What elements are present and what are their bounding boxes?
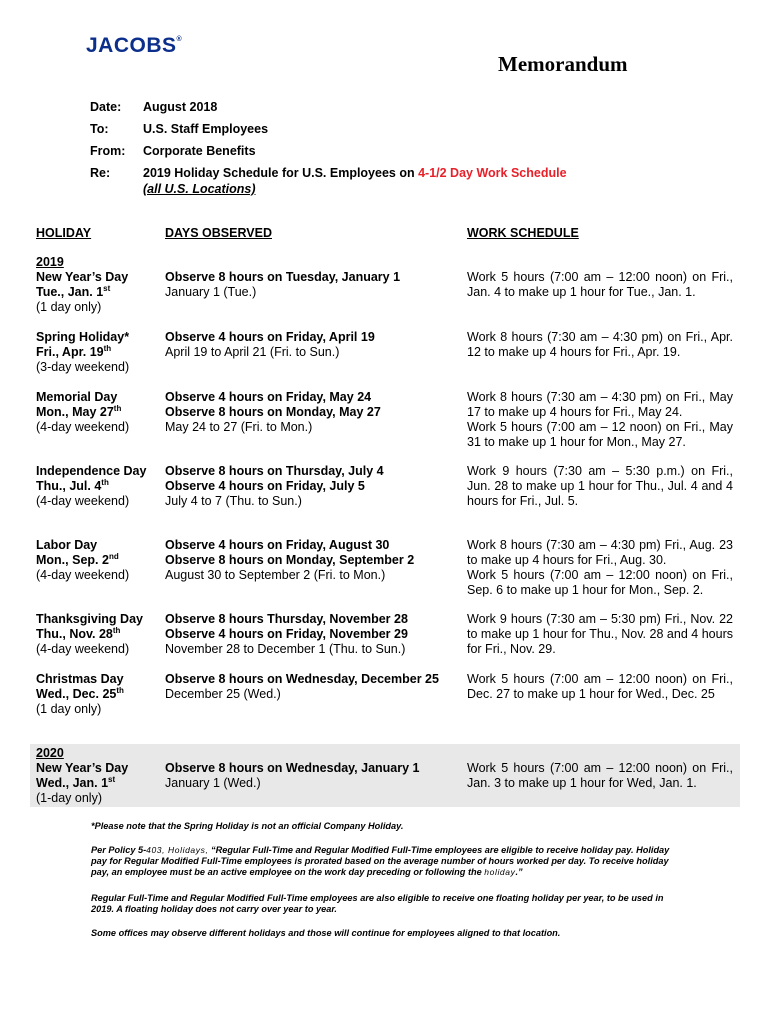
work-schedule: Work 8 hours (7:30 am – 4:30 pm) on Fri., Apr. 12 to make up 4 hours for Fri., Apr. 19. (467, 330, 733, 359)
holiday-note: (1-day only) (36, 791, 102, 805)
observe-line: Observe 8 hours on Wednesday, January 1 (165, 761, 420, 775)
observe-line: Observe 4 hours on Friday, July 5 (165, 479, 365, 493)
work-schedule: Work 5 hours (7:00 am – 12:00 noon) on Fri., Jan. 4 to make up 1 hour for Tue., Jan. 1. (467, 270, 733, 299)
observe-line: Observe 8 hours Thursday, November 28 (165, 612, 408, 626)
year-2020: 2020 (36, 746, 64, 760)
observe-range: January 1 (Wed.) (165, 776, 261, 790)
work-schedule: Work 5 hours (7:00 am – 12:00 noon) on Fri., Sep. 6 to make up 1 hour for Mon., Sep. 2. (467, 568, 733, 597)
holiday-name: Thanksgiving Day (36, 612, 143, 626)
holiday-date: Wed., Dec. 25th (36, 685, 124, 701)
holiday-name: New Year’s Day (36, 761, 129, 775)
holiday-date: Thu., Jul. 4th (36, 477, 109, 493)
holiday-name: Independence Day (36, 464, 147, 478)
holiday-note: (1 day only) (36, 300, 102, 314)
work-schedule: Work 5 hours (7:00 am – 12 noon) on Fri., May 31 to make up 1 hour for Mon., May 27. (467, 420, 733, 449)
holiday-name: Labor Day (36, 538, 98, 552)
observe-line: Observe 8 hours on Thursday, July 4 (165, 464, 384, 478)
observe-range: November 28 to December 1 (Thu. to Sun.) (165, 642, 406, 656)
column-days-observed: DAYS OBSERVED (165, 226, 272, 240)
note-policy: Per Policy 5-403, Holidays, “Regular Full-Time and Regular Modified Full-Time employees are eligible to receive holiday pay. Holiday pay for Regular Modified Full-Time employees is prorated based on the average number of hours worked per day. To receive holiday pay, an employee must be an active employee on the work day preceding or following the holiday.” (91, 845, 670, 877)
holiday-date: Mon., Sep. 2nd (36, 551, 119, 567)
observe-line: Observe 4 hours on Friday, May 24 (165, 390, 372, 404)
work-schedule: Work 9 hours (7:30 am – 5:30 pm) Fri., Nov. 22 to make up 1 hour for Thu., Nov. 28 and 4 hours for Fri., Nov. 29. (467, 612, 733, 656)
work-schedule: Work 9 hours (7:30 am – 5:30 p.m.) on Fri., Jun. 28 to make up 1 hour for Thu., Jul. 4 and 4 hours for Fri., Jul. 5. (467, 464, 733, 508)
observe-range: July 4 to 7 (Thu. to Sun.) (165, 494, 302, 508)
observe-range: April 19 to April 21 (Fri. to Sun.) (165, 345, 340, 359)
observe-line: Observe 8 hours on Monday, September 2 (165, 553, 415, 567)
observe-line: Observe 4 hours on Friday, April 19 (165, 330, 375, 344)
re-highlight: 4-1/2 Day Work Schedule (418, 166, 567, 180)
observe-line: Observe 4 hours on Friday, August 30 (165, 538, 390, 552)
column-holiday: HOLIDAY (36, 226, 92, 240)
note-spring-holiday: *Please note that the Spring Holiday is not an official Company Holiday. (91, 821, 404, 831)
note-floating-holiday: Regular Full-Time and Regular Modified Full-Time employees are also eligible to receive one floating holiday per year, to be used in 2019. A floating holiday does not carry over year to year. (91, 893, 664, 914)
holiday-note: (4-day weekend) (36, 568, 130, 582)
observe-line: Observe 8 hours on Wednesday, December 25 (165, 672, 439, 686)
holiday-date: Thu., Nov. 28th (36, 625, 121, 641)
note-offices: Some offices may observe different holidays and those will continue for employees aligned to that location. (91, 928, 561, 938)
observe-range: January 1 (Tue.) (165, 285, 257, 299)
year-2019: 2019 (36, 255, 64, 269)
jacobs-logo: JACOBS® (86, 34, 183, 57)
observe-line: Observe 4 hours on Friday, November 29 (165, 627, 408, 641)
holiday-date: Fri., Apr. 19th (36, 343, 112, 359)
observe-range: May 24 to 27 (Fri. to Mon.) (165, 420, 313, 434)
holiday-note: (4-day weekend) (36, 420, 130, 434)
work-schedule: Work 8 hours (7:30 am – 4:30 pm) Fri., Aug. 23 to make up 4 hours for Fri., Aug. 30. (467, 538, 733, 567)
holiday-note: (4-day weekend) (36, 494, 130, 508)
work-schedule: Work 5 hours (7:00 am – 12:00 noon) on Fri., Dec. 27 to make up 1 hour for Wed., Dec. 25 (467, 672, 733, 701)
observe-line: Observe 8 hours on Monday, May 27 (165, 405, 381, 419)
memo-title: Memorandum (498, 52, 628, 76)
holiday-date: Wed., Jan. 1st (36, 774, 116, 790)
holiday-name: Spring Holiday* (36, 330, 130, 344)
holiday-note: (1 day only) (36, 702, 102, 716)
observe-range: August 30 to September 2 (Fri. to Mon.) (165, 568, 386, 582)
holiday-name: Christmas Day (36, 672, 124, 686)
work-schedule: Work 8 hours (7:30 am – 4:30 pm) on Fri., May 17 to make up 4 hours for Fri., May 24. (467, 390, 733, 419)
work-schedule: Work 5 hours (7:00 am – 12:00 noon) on Fri., Jan. 3 to make up 1 hour for Wed, Jan. 1. (467, 761, 733, 790)
holiday-note: (3-day weekend) (36, 360, 130, 374)
holiday-note: (4-day weekend) (36, 642, 130, 656)
observe-range: December 25 (Wed.) (165, 687, 281, 701)
holiday-date: Mon., May 27th (36, 403, 122, 419)
observe-line: Observe 8 hours on Tuesday, January 1 (165, 270, 401, 284)
column-work-schedule: WORK SCHEDULE (467, 226, 579, 240)
holiday-date: Tue., Jan. 1st (36, 283, 111, 299)
holiday-name: Memorial Day (36, 390, 118, 404)
holiday-name: New Year’s Day (36, 270, 129, 284)
